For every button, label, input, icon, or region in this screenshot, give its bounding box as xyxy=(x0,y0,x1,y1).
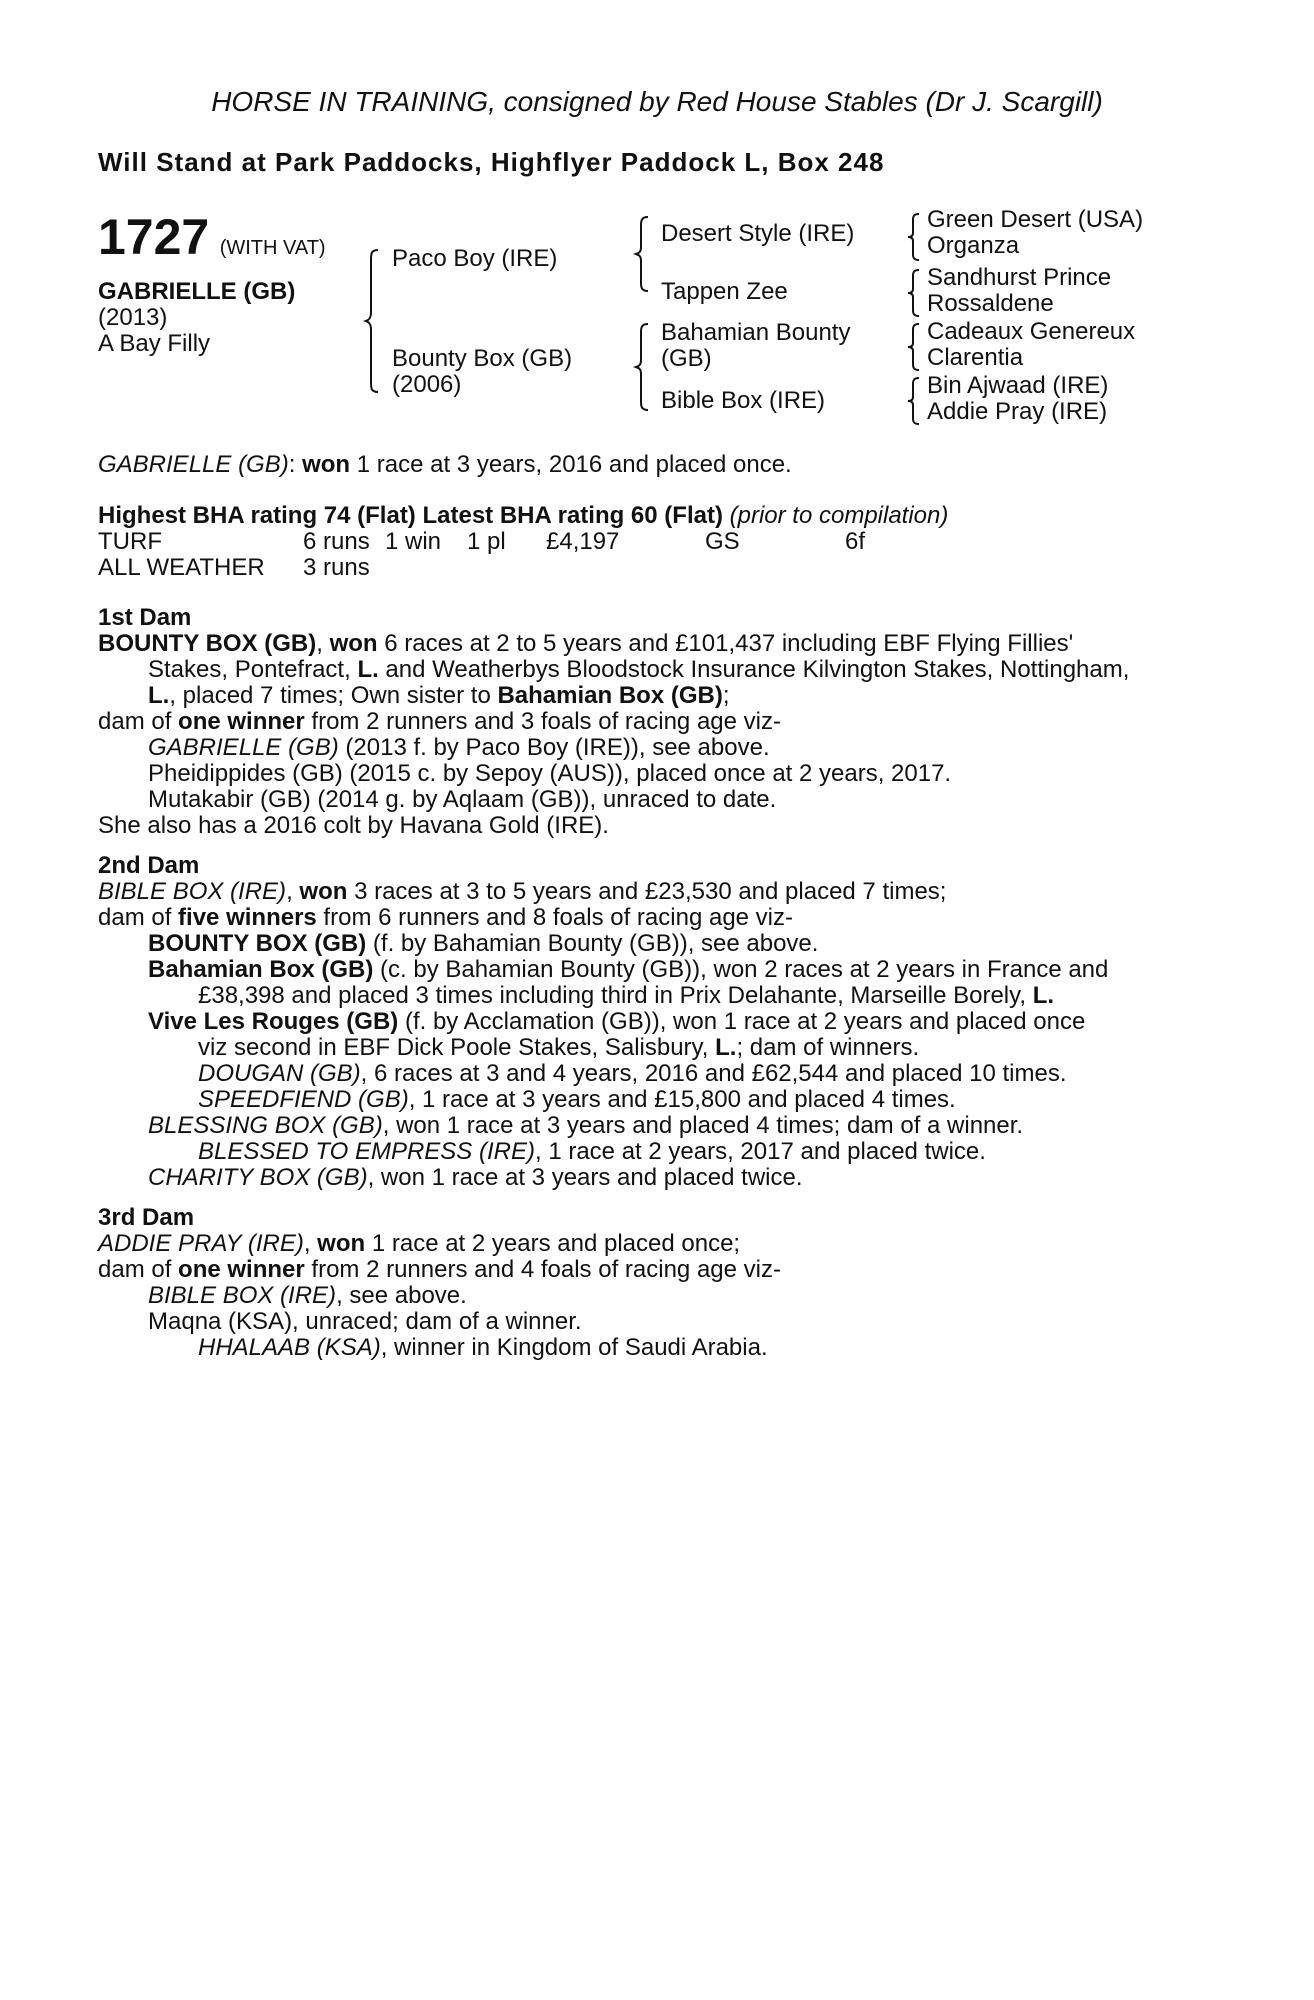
third-dam-section xyxy=(98,1205,781,1361)
d3-grand-1-name: HHALAAB (KSA) xyxy=(198,1334,381,1361)
second-dam-text1: 3 races at 3 to 5 years and £23,530 and placed 7 times; xyxy=(347,878,947,905)
second-dam-heading: 2nd Dam xyxy=(98,852,200,879)
d2-offspring-2-name: Bahamian Box (GB) xyxy=(148,956,374,983)
offspring-3: Mutakabir (GB) (2014 g. by Aqlaam (GB)), unraced to date. xyxy=(148,786,777,813)
bha-rating-note: (prior to compilation) xyxy=(729,502,949,529)
third-dam-text1: 1 race at 2 years and placed once; xyxy=(365,1230,741,1257)
turf-earnings: £4,197 xyxy=(546,528,620,555)
ancestor-7: Bin Ajwaad (IRE) xyxy=(927,372,1109,399)
d2-offspring-5-text: , won 1 race at 3 years and placed twice. xyxy=(367,1164,803,1191)
d2-grand-2-text: , 1 race at 3 years and £15,800 and placed 4 times. xyxy=(408,1086,956,1113)
ancestor-6: Clarentia xyxy=(927,344,1024,371)
sire-dam: Tappen Zee xyxy=(661,278,788,305)
sire-dam-bracket xyxy=(366,248,386,394)
second-dam-produce-2: five winners xyxy=(178,904,317,931)
first-dam-text4: , placed 7 times; Own sister to xyxy=(169,682,498,709)
bha-ratings xyxy=(98,503,948,529)
race-record xyxy=(98,452,792,478)
d2-offspring-2-text2: £38,398 and placed 3 times including third in Prix Delahante, Marseille Borely, xyxy=(198,982,1033,1009)
d2-offspring-5-name: CHARITY BOX (GB) xyxy=(148,1164,368,1191)
bha-rating-text: Highest BHA rating 74 (Flat) Latest BHA rating 60 (Flat) xyxy=(98,502,723,529)
gen3-bracket-4 xyxy=(908,376,922,426)
listed-mark-1: L. xyxy=(357,656,379,683)
foaling-year: (2013) xyxy=(98,304,168,331)
third-dam-name: ADDIE PRAY (IRE) xyxy=(98,1230,304,1257)
aw-runs: 3 runs xyxy=(303,554,370,581)
ancestor-4: Rossaldene xyxy=(927,290,1054,317)
sire-line-bracket xyxy=(636,215,652,295)
dam-year: (2006) xyxy=(392,371,462,398)
ancestor-1: Green Desert (USA) xyxy=(927,206,1144,233)
ancestor-2: Organza xyxy=(927,232,1020,259)
second-dam-produce-3: from 6 runners and 8 foals of racing age viz- xyxy=(316,904,794,931)
d2-grand-3-text: , 1 race at 2 years, 2017 and placed twice. xyxy=(534,1138,986,1165)
turf-distance: 6f xyxy=(845,528,866,555)
record-won: won xyxy=(302,451,351,478)
third-dam-comma: , xyxy=(303,1230,318,1257)
first-dam-text5: ; xyxy=(722,682,730,709)
d2-offspring-3-text3: ; dam of winners. xyxy=(736,1034,920,1061)
first-dam-produce-1: dam of xyxy=(98,708,179,735)
turf-wins: 1 win xyxy=(385,528,442,555)
turf-runs: 6 runs xyxy=(303,528,370,555)
gen3-bracket-1 xyxy=(908,212,922,262)
lot-info xyxy=(98,210,326,264)
d2-offspring-3-text: (f. by Acclamation (GB)), won 1 race at 2 years and placed once xyxy=(398,1008,1086,1035)
offspring-2: Pheidippides (GB) (2015 c. by Sepoy (AUS)), placed once at 2 years, 2017. xyxy=(148,760,952,787)
turf-label: TURF xyxy=(98,528,162,555)
d2-grand-2-name: SPEEDFIEND (GB) xyxy=(198,1086,409,1113)
d2-grand-1-text: , 6 races at 3 and 4 years, 2016 and £62,544 and placed 10 times. xyxy=(360,1060,1067,1087)
lot-number: 1727 xyxy=(98,209,210,265)
first-dam-won: won xyxy=(329,630,378,657)
d2-offspring-4-name: BLESSING BOX (GB) xyxy=(148,1112,383,1139)
listed-mark-4: L. xyxy=(715,1034,737,1061)
own-sister-name: Bahamian Box (GB) xyxy=(497,682,723,709)
first-dam-heading: 1st Dam xyxy=(98,604,192,631)
third-dam-produce-3: from 2 runners and 4 foals of racing age viz- xyxy=(304,1256,781,1283)
d3-offspring-2: Maqna (KSA), unraced; dam of a winner. xyxy=(148,1308,582,1335)
sire-sire: Desert Style (IRE) xyxy=(661,220,855,247)
d3-offspring-1-name: BIBLE BOX (IRE) xyxy=(148,1282,337,1309)
d2-offspring-3-text2: viz second in EBF Dick Poole Stakes, Salisbury, xyxy=(198,1034,716,1061)
catalogue-title: HORSE IN TRAINING, consigned by Red House Stables (Dr J. Scargill) xyxy=(211,86,1103,117)
ancestor-8: Addie Pray (IRE) xyxy=(927,398,1108,425)
d3-offspring-1-text: , see above. xyxy=(336,1282,467,1309)
first-dam-also: She also has a 2016 colt by Havana Gold (IRE). xyxy=(98,812,609,839)
second-dam-won: won xyxy=(299,878,348,905)
d2-offspring-4-text: , won 1 race at 3 years and placed 4 times; dam of a winner. xyxy=(382,1112,1024,1139)
first-dam-produce-3: from 2 runners and 3 foals of racing age viz- xyxy=(304,708,781,735)
sire: Paco Boy (IRE) xyxy=(392,245,558,272)
third-dam-produce-1: dam of xyxy=(98,1256,179,1283)
third-dam-heading: 3rd Dam xyxy=(98,1204,195,1231)
dam: Bounty Box (GB) xyxy=(392,345,573,372)
first-dam-comma: , xyxy=(316,630,330,657)
second-dam-produce-1: dam of xyxy=(98,904,179,931)
stand-location: Will Stand at Park Paddocks, Highflyer Paddock L, Box 248 xyxy=(98,147,885,177)
first-dam-text2: Stakes, Pontefract, xyxy=(148,656,358,683)
offspring-1-text: (2013 f. by Paco Boy (IRE)), see above. xyxy=(338,734,770,761)
record-horse-name: GABRIELLE (GB) xyxy=(98,451,289,478)
d2-offspring-1-text: (f. by Bahamian Bounty (GB)), see above. xyxy=(366,930,819,957)
d2-offspring-1-name: BOUNTY BOX (GB) xyxy=(148,930,367,957)
first-dam-produce-2: one winner xyxy=(178,708,305,735)
gen3-bracket-3 xyxy=(908,322,922,372)
record-text: 1 race at 3 years, 2016 and placed once. xyxy=(350,451,792,478)
d3-grand-1-text: , winner in Kingdom of Saudi Arabia. xyxy=(380,1334,768,1361)
dam-sire-line2: (GB) xyxy=(661,345,712,372)
gen3-bracket-2 xyxy=(908,268,922,318)
third-dam-produce-2: one winner xyxy=(178,1256,305,1283)
dam-dam: Bible Box (IRE) xyxy=(661,387,826,414)
third-dam-won: won xyxy=(317,1230,366,1257)
aw-label: ALL WEATHER xyxy=(98,554,265,581)
ancestor-5: Cadeaux Genereux xyxy=(927,318,1136,345)
record-colon: : xyxy=(288,451,303,478)
second-dam-comma: , xyxy=(286,878,300,905)
first-dam-section xyxy=(98,605,1129,839)
dam-sire-line1: Bahamian Bounty xyxy=(661,319,851,346)
first-dam-text1: 6 races at 2 to 5 years and £101,437 including EBF Flying Fillies' xyxy=(377,630,1074,657)
vat-note: (WITH VAT) xyxy=(219,237,326,259)
dam-line-bracket xyxy=(636,322,652,414)
listed-mark-2: L. xyxy=(148,682,170,709)
second-dam-section xyxy=(98,853,1108,1191)
horse-name: GABRIELLE (GB) xyxy=(98,278,296,305)
d2-offspring-2-text: (c. by Bahamian Bounty (GB)), won 2 races at 2 years in France and xyxy=(373,956,1109,983)
ancestor-3: Sandhurst Prince xyxy=(927,264,1112,291)
turf-placed: 1 pl xyxy=(467,528,506,555)
turf-going: GS xyxy=(705,528,740,555)
second-dam-name: BIBLE BOX (IRE) xyxy=(98,878,287,905)
listed-mark-3: L. xyxy=(1032,982,1055,1009)
d2-offspring-3-name: Vive Les Rouges (GB) xyxy=(148,1008,399,1035)
d2-grand-3-name: BLESSED TO EMPRESS (IRE) xyxy=(198,1138,535,1165)
first-dam-name: BOUNTY BOX (GB) xyxy=(98,630,317,657)
d2-grand-1-name: DOUGAN (GB) xyxy=(198,1060,361,1087)
offspring-1-name: GABRIELLE (GB) xyxy=(148,734,339,761)
first-dam-text3: and Weatherbys Bloodstock Insurance Kilvington Stakes, Nottingham, xyxy=(378,656,1130,683)
horse-description: A Bay Filly xyxy=(98,330,211,357)
